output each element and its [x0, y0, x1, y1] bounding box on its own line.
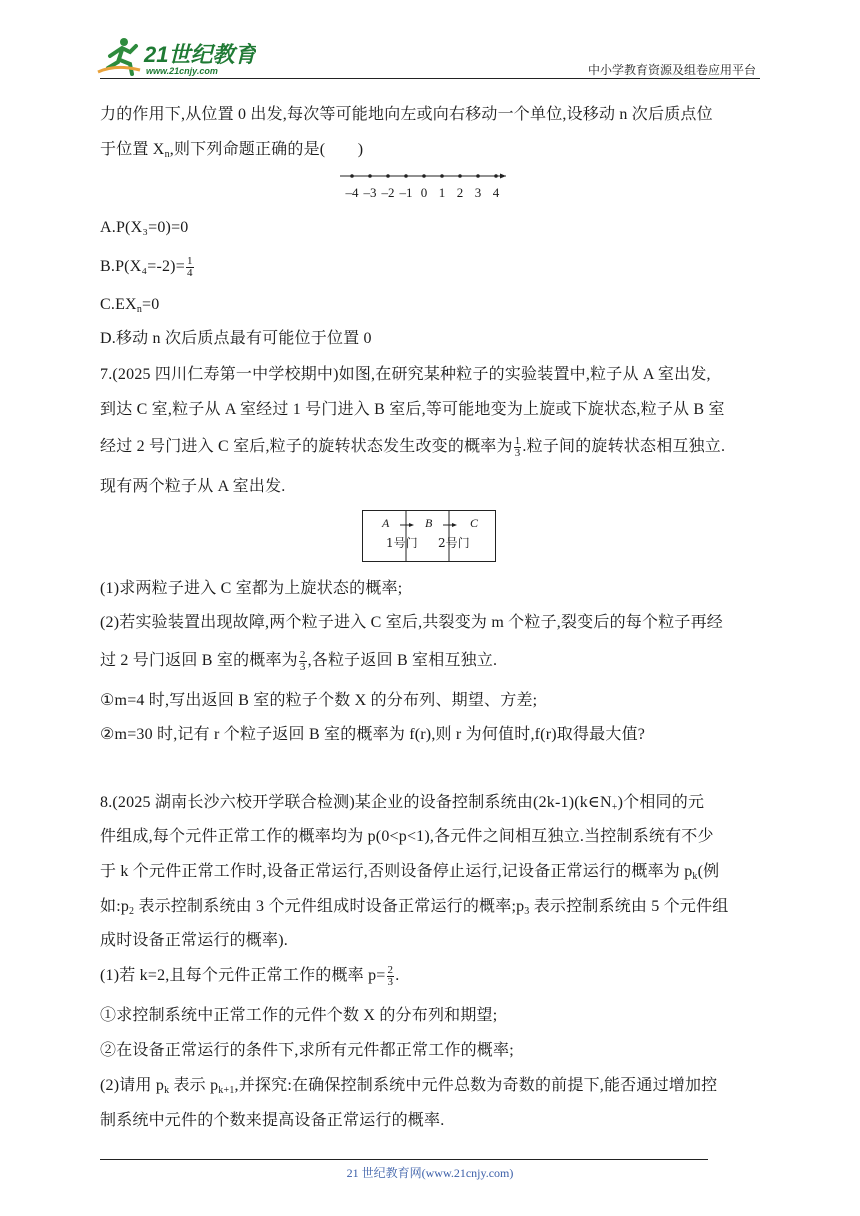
number-line-point — [368, 174, 372, 178]
room-a-label: A — [382, 516, 390, 530]
door-1-label: 1号门 — [386, 536, 418, 550]
number-line-label: –1 — [399, 185, 413, 200]
number-line-label: 3 — [474, 185, 482, 200]
q8-subpart-2: ②在设备正常运行的条件下,求所有元件都正常工作的概率; — [100, 1042, 514, 1059]
q6-stem-line1: 力的作用下,从位置 0 出发,每次等可能地向左或向右移动一个单位,设移动 n 次后质点位 — [100, 106, 713, 123]
q7-part-2-line2: 过 2 号门返回 B 室的概率为 $\frac{2}{3}$ ,各粒子返回 B 室相互独立. — [100, 649, 498, 673]
site-logo — [96, 34, 256, 78]
runner-icon — [98, 38, 140, 74]
chamber-diagram — [362, 510, 496, 562]
number-line-label: 1 — [438, 185, 446, 200]
footer-link[interactable]: 21 世纪教育网(www.21cnjy.com) — [346, 1166, 514, 1180]
q7-stem-line3: 经过 2 号门进入 C 室后,粒子的旋转状态发生改变的概率为 $\frac{1}{3}$ .粒子间的旋转状态相互独立. — [100, 435, 726, 459]
number-line-label: 2 — [456, 185, 464, 200]
number-line-label: –2 — [381, 185, 395, 200]
q7-stem-line1: 7.(2025 四川仁寿第一中学校期中)如图,在研究某种粒子的实验装置中,粒子从 A 室出发, — [100, 366, 711, 383]
room-c-label: C — [470, 516, 479, 530]
number-line-point — [458, 174, 462, 178]
q7-stem-line4: 现有两个粒子从 A 室出发. — [100, 478, 286, 495]
svg-text:21世纪教育: 21世纪教育 — [144, 42, 256, 67]
number-line-label: 4 — [492, 185, 500, 200]
q7-stem-line2: 到达 C 室,粒子从 A 室经过 1 号门进入 B 室后,等可能地变为上旋或下旋状态,粒子从 B 室 — [100, 401, 725, 418]
number-line-point — [494, 174, 498, 178]
q7-part-1: (1)求两粒子进入 C 室都为上旋状态的概率; — [100, 580, 403, 597]
q6-stem-line2: 于位置 $X_n$,则下列命题正确的是( ) — [100, 141, 364, 160]
q6-option-a: A.P(X₃=0)=0 — [100, 219, 189, 236]
q8-part-2-line1: (2)请用 $p_k$ 表示 $p_{k+1}$,并探究:在确保控制系统中元件总数为奇数的前提下,能否通过增加控 — [100, 1077, 718, 1096]
number-line-point — [422, 174, 426, 178]
q7-subpart-2: ②m=30 时,记有 r 个粒子返回 B 室的概率为 f(r),则 r 为何值时,f(r)取得最大值? — [100, 726, 646, 743]
number-line-figure — [340, 170, 508, 204]
fraction: $\frac{2}{3}$ — [299, 649, 306, 673]
q8-part-2-line2: 制系统中元件的个数来提高设备正常运行的概率. — [100, 1112, 445, 1129]
number-line-point — [476, 174, 480, 178]
number-line-label: –3 — [363, 185, 377, 200]
q8-stem-line2: 件组成,每个元件正常工作的概率均为 p(0<p<1),各元件之间相互独立.当控制系统有不少 — [100, 828, 714, 845]
q7-subpart-1: ①m=4 时,写出返回 B 室的粒子个数 X 的分布列、期望、方差; — [100, 692, 538, 709]
q8-part-1: (1)若 k=2,且每个元件正常工作的概率 p= $\frac{2}{3}$ . — [100, 964, 400, 988]
q8-stem-line1: 8.(2025 湖南长沙六校开学联合检测)某企业的设备控制系统由$(2k-1)(k\in N_+)$个相同的元 — [100, 794, 705, 813]
q6-option-c: $C.EX_n=0$ — [100, 296, 160, 315]
number-line-label: –4 — [345, 185, 359, 200]
svg-text:www.21cnjy.com: www.21cnjy.com — [146, 66, 218, 76]
number-line-point — [386, 174, 390, 178]
fraction: $\frac{1}{4}$ — [186, 255, 193, 279]
door-2-label: 2号门 — [438, 536, 470, 550]
q6-option-b: B.P(X₄=-2)= $\frac{1}{4}$ — [100, 255, 193, 279]
footer-divider — [100, 1159, 708, 1160]
header-divider — [100, 78, 760, 79]
fraction: $\frac{2}{3}$ — [387, 964, 394, 988]
number-line-point — [350, 174, 354, 178]
number-line-point — [440, 174, 444, 178]
q8-stem-line5: 成时设备正常运行的概率). — [100, 932, 288, 949]
q7-part-2-line1: (2)若实验装置出现故障,两个粒子进入 C 室后,共裂变为 m 个粒子,裂变后的每个粒子再经 — [100, 614, 723, 631]
q8-stem-line3: 于 k 个元件正常工作时,设备正常运行,否则设备停止运行,记设备正常运行的概率为 $p_k$(例 — [100, 863, 720, 882]
fraction: $\frac{1}{3}$ — [514, 435, 521, 459]
room-b-label: B — [425, 516, 433, 530]
q8-stem-line4: 如$:p_2$ 表示控制系统由 3 个元件组成时设备正常运行的概率$;p_3$ 表示控制系统由 5 个元件组 — [100, 898, 729, 917]
header-tagline: 中小学教育资源及组卷应用平台 — [587, 63, 756, 77]
number-line-point — [404, 174, 408, 178]
number-line-label: 0 — [420, 185, 428, 200]
q8-subpart-1: ①求控制系统中正常工作的元件个数 X 的分布列和期望; — [100, 1007, 498, 1024]
q6-option-d: D.移动 n 次后质点最有可能位于位置 0 — [100, 330, 372, 347]
